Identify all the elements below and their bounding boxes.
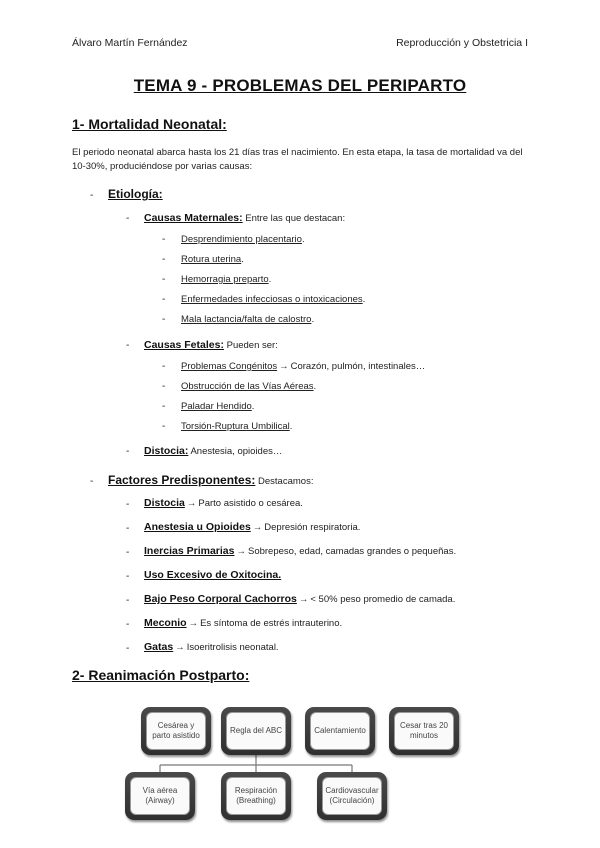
bullet-dash: - [162,234,166,245]
factores-note: Destacamos: [258,476,314,487]
arrow-icon: → [188,618,199,629]
factor-label: Meconio [144,617,187,629]
bullet-dash: - [126,523,130,534]
flow-box-text: Cesárea y parto asistido [146,712,206,750]
bullet-dash: - [162,401,166,412]
bullet-dash: - [126,499,130,510]
bullet-dash: - [126,643,130,654]
factor-label: Distocia [144,497,185,509]
list-item-text: Obstrucción de las Vías Aéreas [181,381,314,392]
list-item-text: Problemas Congénitos [181,361,278,372]
intro-paragraph: El periodo neonatal abarca hasta los 21 días tras el nacimiento. En esta etapa, la tasa de mortalidad va del 10-30%, produciéndose por varias causas: [72,147,523,172]
list-item-note: Corazón, pulmón, intestinales… [290,361,426,372]
flow-box-text: Regla del ABC [226,712,286,750]
factor-note: Depresión respiratoria. [264,522,361,533]
flow-box-cesar [389,707,459,755]
distocia-note: Anestesia, opioides… [190,446,283,457]
bullet-dash: - [126,571,130,582]
period: . [311,314,315,325]
flow-box-breathing [221,772,291,820]
bullet-dash: - [126,547,130,558]
causas-maternales-label: Causas Maternales: [144,212,243,224]
factor-note: Isoeritrolisis neonatal. [186,642,279,653]
flow-box-circulacion [317,772,387,820]
factor-label: Anestesia u Opioides [144,521,251,533]
factor-label: Uso Excesivo de Oxitocina. [144,569,282,581]
factor-label: Inercias Primarias [144,545,235,557]
factores-label: Factores Predisponentes: [108,473,256,487]
flow-box-cesarea [141,707,211,755]
arrow-icon: → [279,361,289,372]
period: . [313,381,317,392]
etiologia-label: Etiología: [108,187,163,201]
factor-label: Gatas [144,641,174,653]
bullet-dash: - [126,595,130,606]
arrow-icon: → [252,522,263,533]
flow-box-text: Vía aérea (Airway) [130,777,190,815]
arrow-icon: → [236,546,246,557]
header-subject: Reproducción y Obstetricia I [396,37,528,49]
bullet-dash: - [126,340,130,351]
flow-box-text: Cesar tras 20 minutos [394,712,454,750]
bullet-dash: - [90,190,94,201]
period: . [289,421,293,432]
period: . [362,294,366,305]
bullet-dash: - [90,476,94,487]
flow-box-text: Cardiovascular (Circulación) [322,777,382,815]
period: . [268,274,272,285]
bullet-dash: - [162,421,166,432]
bullet-dash: - [162,274,166,285]
bullet-dash: - [162,314,166,325]
bullet-dash: - [162,254,166,265]
bullet-dash: - [126,619,130,630]
causas-fetales-label: Causas Fetales: [144,339,224,351]
flow-box-text: Calentamiento [310,712,370,750]
section-heading-reanimacion: 2- Reanimación Postparto: [72,667,250,683]
flow-box-text: Respiración (Breathing) [226,777,286,815]
bullet-dash: - [162,361,166,372]
arrow-icon: → [186,498,197,509]
list-item-text: Hemorragia preparto [181,274,269,285]
factor-note: Sobrepeso, edad, camadas grandes o pequeñas. [247,546,457,557]
factor-note: Parto asistido o cesárea. [198,498,303,509]
page-title: TEMA 9 - PROBLEMAS DEL PERIPARTO [133,76,467,95]
period: . [241,254,244,265]
arrow-icon: → [175,642,185,653]
bullet-dash: - [162,294,166,305]
period: . [251,401,255,412]
list-item-text: Mala lactancia/falta de calostro [181,314,312,325]
arrow-icon: → [298,594,309,605]
causas-fetales-note: Pueden ser: [226,340,278,351]
period: . [301,234,305,245]
bullet-dash: - [126,446,130,457]
list-item-text: Enfermedades infecciosas o intoxicaciones [181,294,363,305]
flow-box-airway [125,772,195,820]
flow-box-calentamiento [305,707,375,755]
section-heading-mortalidad: 1- Mortalidad Neonatal: [72,116,227,132]
header-author: Álvaro Martín Fernández [72,37,188,49]
factor-note: Es síntoma de estrés intrauterino. [200,618,343,629]
factor-note: < 50% peso promedio de camada. [310,594,456,605]
distocia-label: Distocia: [144,445,189,457]
bullet-dash: - [162,381,166,392]
flow-box-regla-abc [221,707,291,755]
list-item-text: Desprendimiento placentario [181,234,302,245]
list-item-text: Paladar Hendido [181,401,252,412]
list-item-text: Torsión-Ruptura Umbilical [181,421,290,432]
causas-maternales-note: Entre las que destacan: [245,213,346,224]
list-item-text: Rotura uterina [181,254,242,265]
bullet-dash: - [126,213,130,224]
factor-label: Bajo Peso Corporal Cachorros [144,593,297,605]
